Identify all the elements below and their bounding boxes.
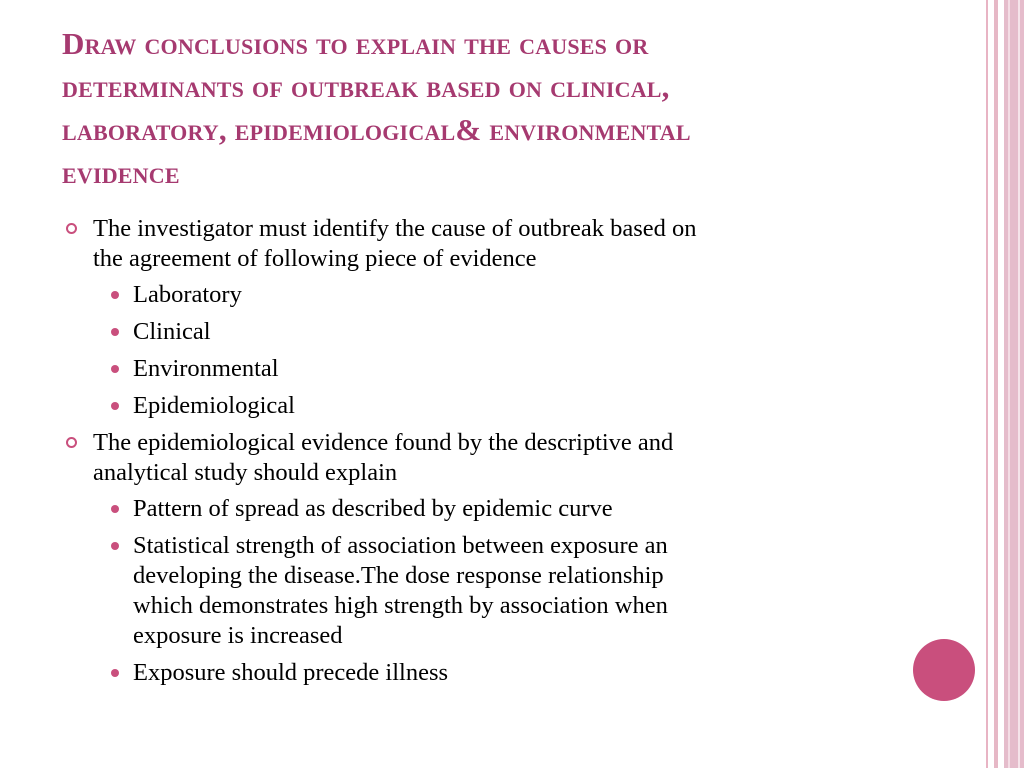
sub-bullet-item [64,391,884,421]
hollow-circle-bullet-icon [66,223,77,234]
bullet-line: The epidemiological evidence found by the descriptive and [93,429,674,456]
decorative-stripe [986,0,988,768]
sub-bullet-line: which demonstrates high strength by association when [133,592,668,619]
slide-body [64,214,884,695]
sub-bullet-line: Pattern of spread as described by epidemic curve [133,495,613,522]
pink-circle-decoration [913,639,975,701]
bullet-line: The investigator must identify the cause of outbreak based on [93,215,697,242]
filled-circle-bullet-icon [111,365,119,373]
sub-bullet-line: Statistical strength of association between exposure an [133,532,668,559]
sub-bullet-line: Clinical [133,318,211,345]
sub-bullet-item [64,658,884,688]
title-line: evidence [62,155,180,190]
sub-bullet-line: exposure is increased [133,622,343,649]
sub-bullet-item [64,494,884,524]
bullet-item [64,428,884,488]
hollow-circle-bullet-icon [66,437,77,448]
title-line: determinants of outbreak based on clinical, [62,69,670,104]
sub-bullet-item [64,280,884,310]
filled-circle-bullet-icon [111,505,119,513]
filled-circle-bullet-icon [111,669,119,677]
sub-bullet-item [64,317,884,347]
slide-title [62,22,882,194]
sub-bullet-item [64,531,884,651]
sub-bullet-item [64,354,884,384]
sub-bullet-line: developing the disease.The dose response relationship [133,562,664,589]
filled-circle-bullet-icon [111,542,119,550]
sub-bullet-line: Laboratory [133,281,242,308]
decorative-stripe [1004,0,1024,768]
filled-circle-bullet-icon [111,291,119,299]
bullet-item [64,214,884,274]
decorative-stripe [1008,0,1010,768]
title-line: laboratory, epidemiological& environmental [62,112,691,147]
sub-bullet-line: Epidemiological [133,392,295,419]
title-line: Draw conclusions to explain the causes or [62,26,649,61]
decorative-stripe [994,0,998,768]
sub-bullet-line: Environmental [133,355,279,382]
bullet-line: the agreement of following piece of evidence [93,245,537,272]
sub-bullet-line: Exposure should precede illness [133,659,449,686]
bullet-line: analytical study should explain [93,459,398,486]
filled-circle-bullet-icon [111,402,119,410]
decorative-stripe [1018,0,1020,768]
filled-circle-bullet-icon [111,328,119,336]
